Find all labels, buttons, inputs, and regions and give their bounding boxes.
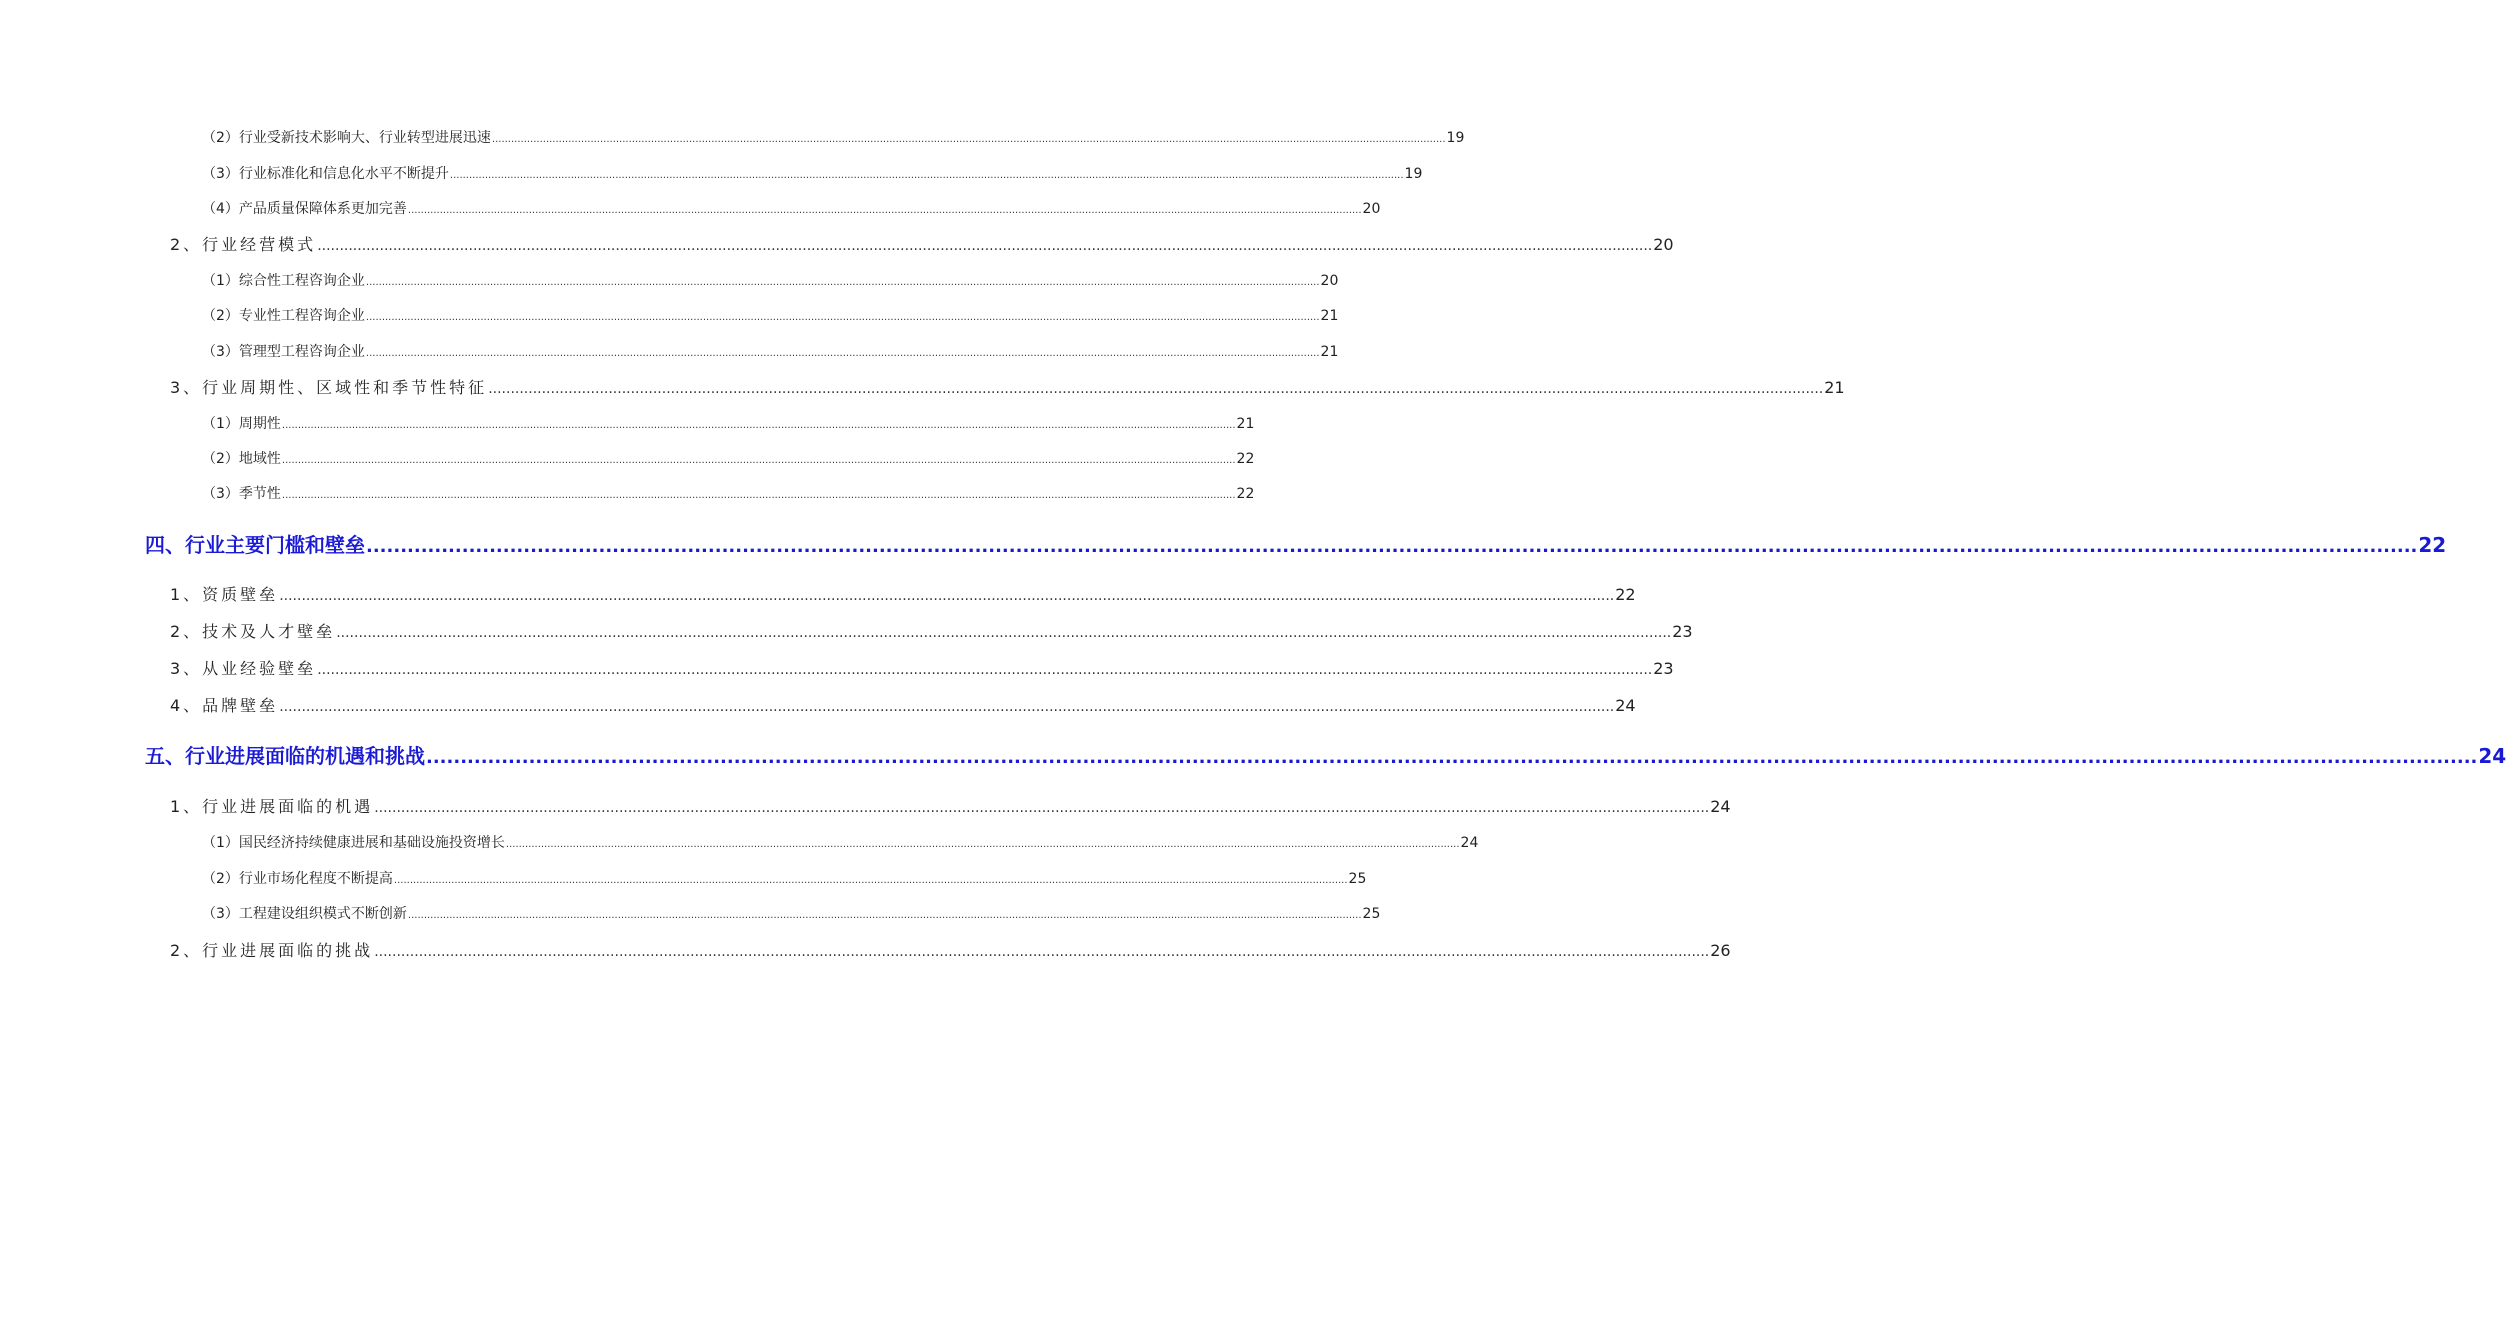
toc-dot-leader: ............................................................................................................................................................................................................................................................................................................ [449, 170, 1404, 181]
toc-page-number: 23 [1653, 659, 1674, 678]
toc-entry-label: 2、行业经营模式 [170, 235, 317, 254]
toc-page-number: 24 [1460, 835, 1479, 851]
toc-dot-leader: ............................................................................................................................................................................................................................................................................................................ [407, 910, 1362, 921]
toc-chapter-entry[interactable] [145, 740, 2506, 768]
toc-dot-leader: ............................................................................................................................................................................................................................................................................................................ [279, 588, 1615, 604]
toc-entry[interactable] [202, 832, 1479, 852]
toc-entry[interactable] [170, 938, 1731, 960]
toc-page-number: 19 [1446, 130, 1465, 146]
toc-dot-leader: ............................................................................................................................................................................................................................................................................................................ [365, 277, 1320, 288]
toc-page-number: 21 [1236, 416, 1255, 432]
toc-entry-label: （2）行业受新技术影响大、行业转型进展迅速 [202, 130, 491, 146]
toc-entry-label: （3）季节性 [202, 486, 281, 502]
toc-entry-label: （2）专业性工程咨询企业 [202, 308, 365, 324]
toc-dot-leader: ............................................................................................................................................................................................................................................................................................................ [365, 312, 1320, 323]
toc-page-number: 20 [1320, 273, 1339, 289]
toc-dot-leader: ............................................................................................................................................................................................................................................................................................................ [281, 490, 1236, 501]
toc-page-number: 24 [1710, 797, 1731, 816]
toc-page-number: 21 [1824, 378, 1845, 397]
toc-page-number: 22 [1236, 451, 1255, 467]
toc-page-number: 24 [1615, 696, 1636, 715]
toc-entry[interactable] [170, 232, 1674, 254]
toc-page-number: 20 [1653, 235, 1674, 254]
toc-entry-label: 1、行业进展面临的机遇 [170, 797, 374, 816]
toc-entry[interactable] [170, 582, 1636, 604]
toc-entry[interactable] [170, 794, 1731, 816]
toc-entry-label: 1、资质壁垒 [170, 585, 279, 604]
toc-dot-leader: ............................................................................................................................................................................................................................................................................................................ [393, 875, 1348, 886]
toc-dot-leader: ............................................................................................................................................................................................................................................................................................................ [366, 536, 2418, 557]
toc-entry-label: （2）行业市场化程度不断提高 [202, 871, 393, 887]
toc-entry-label: （4）产品质量保障体系更加完善 [202, 201, 407, 217]
toc-dot-leader: ............................................................................................................................................................................................................................................................................................................ [374, 800, 1710, 816]
toc-entry-label: （2）地域性 [202, 451, 281, 467]
toc-entry-label: （1）周期性 [202, 416, 281, 432]
toc-page-number: 22 [2418, 533, 2447, 557]
toc-entry-label: 3、行业周期性、区域性和季节性特征 [170, 378, 488, 397]
toc-dot-leader: ............................................................................................................................................................................................................................................................................................................ [336, 625, 1672, 641]
toc-page-number: 20 [1362, 201, 1381, 217]
toc-entry-label: 2、技术及人才壁垒 [170, 622, 336, 641]
toc-page-number: 21 [1320, 308, 1339, 324]
toc-dot-leader: ............................................................................................................................................................................................................................................................................................................ [281, 455, 1236, 466]
toc-entry[interactable] [202, 903, 1381, 923]
toc-entry[interactable] [170, 693, 1636, 715]
toc-entry[interactable] [202, 413, 1255, 433]
toc-entry[interactable] [202, 483, 1255, 503]
toc-dot-leader: ............................................................................................................................................................................................................................................................................................................ [279, 699, 1615, 715]
toc-entry-label: 四、行业主要门槛和壁垒 [145, 533, 365, 557]
toc-entry-label: 3、从业经验壁垒 [170, 659, 317, 678]
toc-page-number: 22 [1615, 585, 1636, 604]
toc-entry[interactable] [202, 868, 1367, 888]
toc-entry-label: （3）工程建设组织模式不断创新 [202, 906, 407, 922]
toc-page-number: 21 [1320, 344, 1339, 360]
toc-entry[interactable] [202, 341, 1339, 361]
toc-page-number: 19 [1404, 166, 1423, 182]
toc-dot-leader: ............................................................................................................................................................................................................................................................................................................ [365, 348, 1320, 359]
toc-page-number: 23 [1672, 622, 1693, 641]
toc-entry[interactable] [202, 305, 1339, 325]
toc-dot-leader: ............................................................................................................................................................................................................................................................................................................ [491, 134, 1446, 145]
toc-page-number: 24 [2478, 744, 2506, 768]
toc-entry[interactable] [202, 163, 1423, 183]
toc-entry-label: 五、行业进展面临的机遇和挑战 [145, 744, 425, 768]
toc-entry[interactable] [202, 270, 1339, 290]
toc-dot-leader: ............................................................................................................................................................................................................................................................................................................ [374, 944, 1710, 960]
toc-entry[interactable] [170, 375, 1845, 397]
toc-dot-leader: ............................................................................................................................................................................................................................................................................................................ [488, 381, 1824, 397]
toc-entry-label: 2、行业进展面临的挑战 [170, 941, 374, 960]
toc-entry-label: （1）综合性工程咨询企业 [202, 273, 365, 289]
toc-entry[interactable] [202, 448, 1255, 468]
toc-entry-label: （1）国民经济持续健康进展和基础设施投资增长 [202, 835, 505, 851]
toc-page-number: 22 [1236, 486, 1255, 502]
toc-entry[interactable] [170, 656, 1674, 678]
toc-chapter-entry[interactable] [145, 529, 2447, 557]
toc-entry-label: 4、品牌壁垒 [170, 696, 279, 715]
toc-dot-leader: ............................................................................................................................................................................................................................................................................................................ [317, 662, 1653, 678]
toc-entry-label: （3）管理型工程咨询企业 [202, 344, 365, 360]
toc-entry-label: （3）行业标准化和信息化水平不断提升 [202, 166, 449, 182]
toc-page-number: 25 [1348, 871, 1367, 887]
toc-dot-leader: ............................................................................................................................................................................................................................................................................................................ [407, 205, 1362, 216]
toc-entry[interactable] [202, 127, 1465, 147]
toc-page-number: 25 [1362, 906, 1381, 922]
toc-entry[interactable] [202, 198, 1381, 218]
toc-dot-leader: ............................................................................................................................................................................................................................................................................................................ [505, 839, 1460, 850]
toc-page-number: 26 [1710, 941, 1731, 960]
toc-dot-leader: ............................................................................................................................................................................................................................................................................................................ [281, 420, 1236, 431]
toc-entry[interactable] [170, 619, 1693, 641]
toc-dot-leader: ............................................................................................................................................................................................................................................................................................................ [317, 238, 1653, 254]
toc-dot-leader: ............................................................................................................................................................................................................................................................................................................ [426, 747, 2478, 768]
